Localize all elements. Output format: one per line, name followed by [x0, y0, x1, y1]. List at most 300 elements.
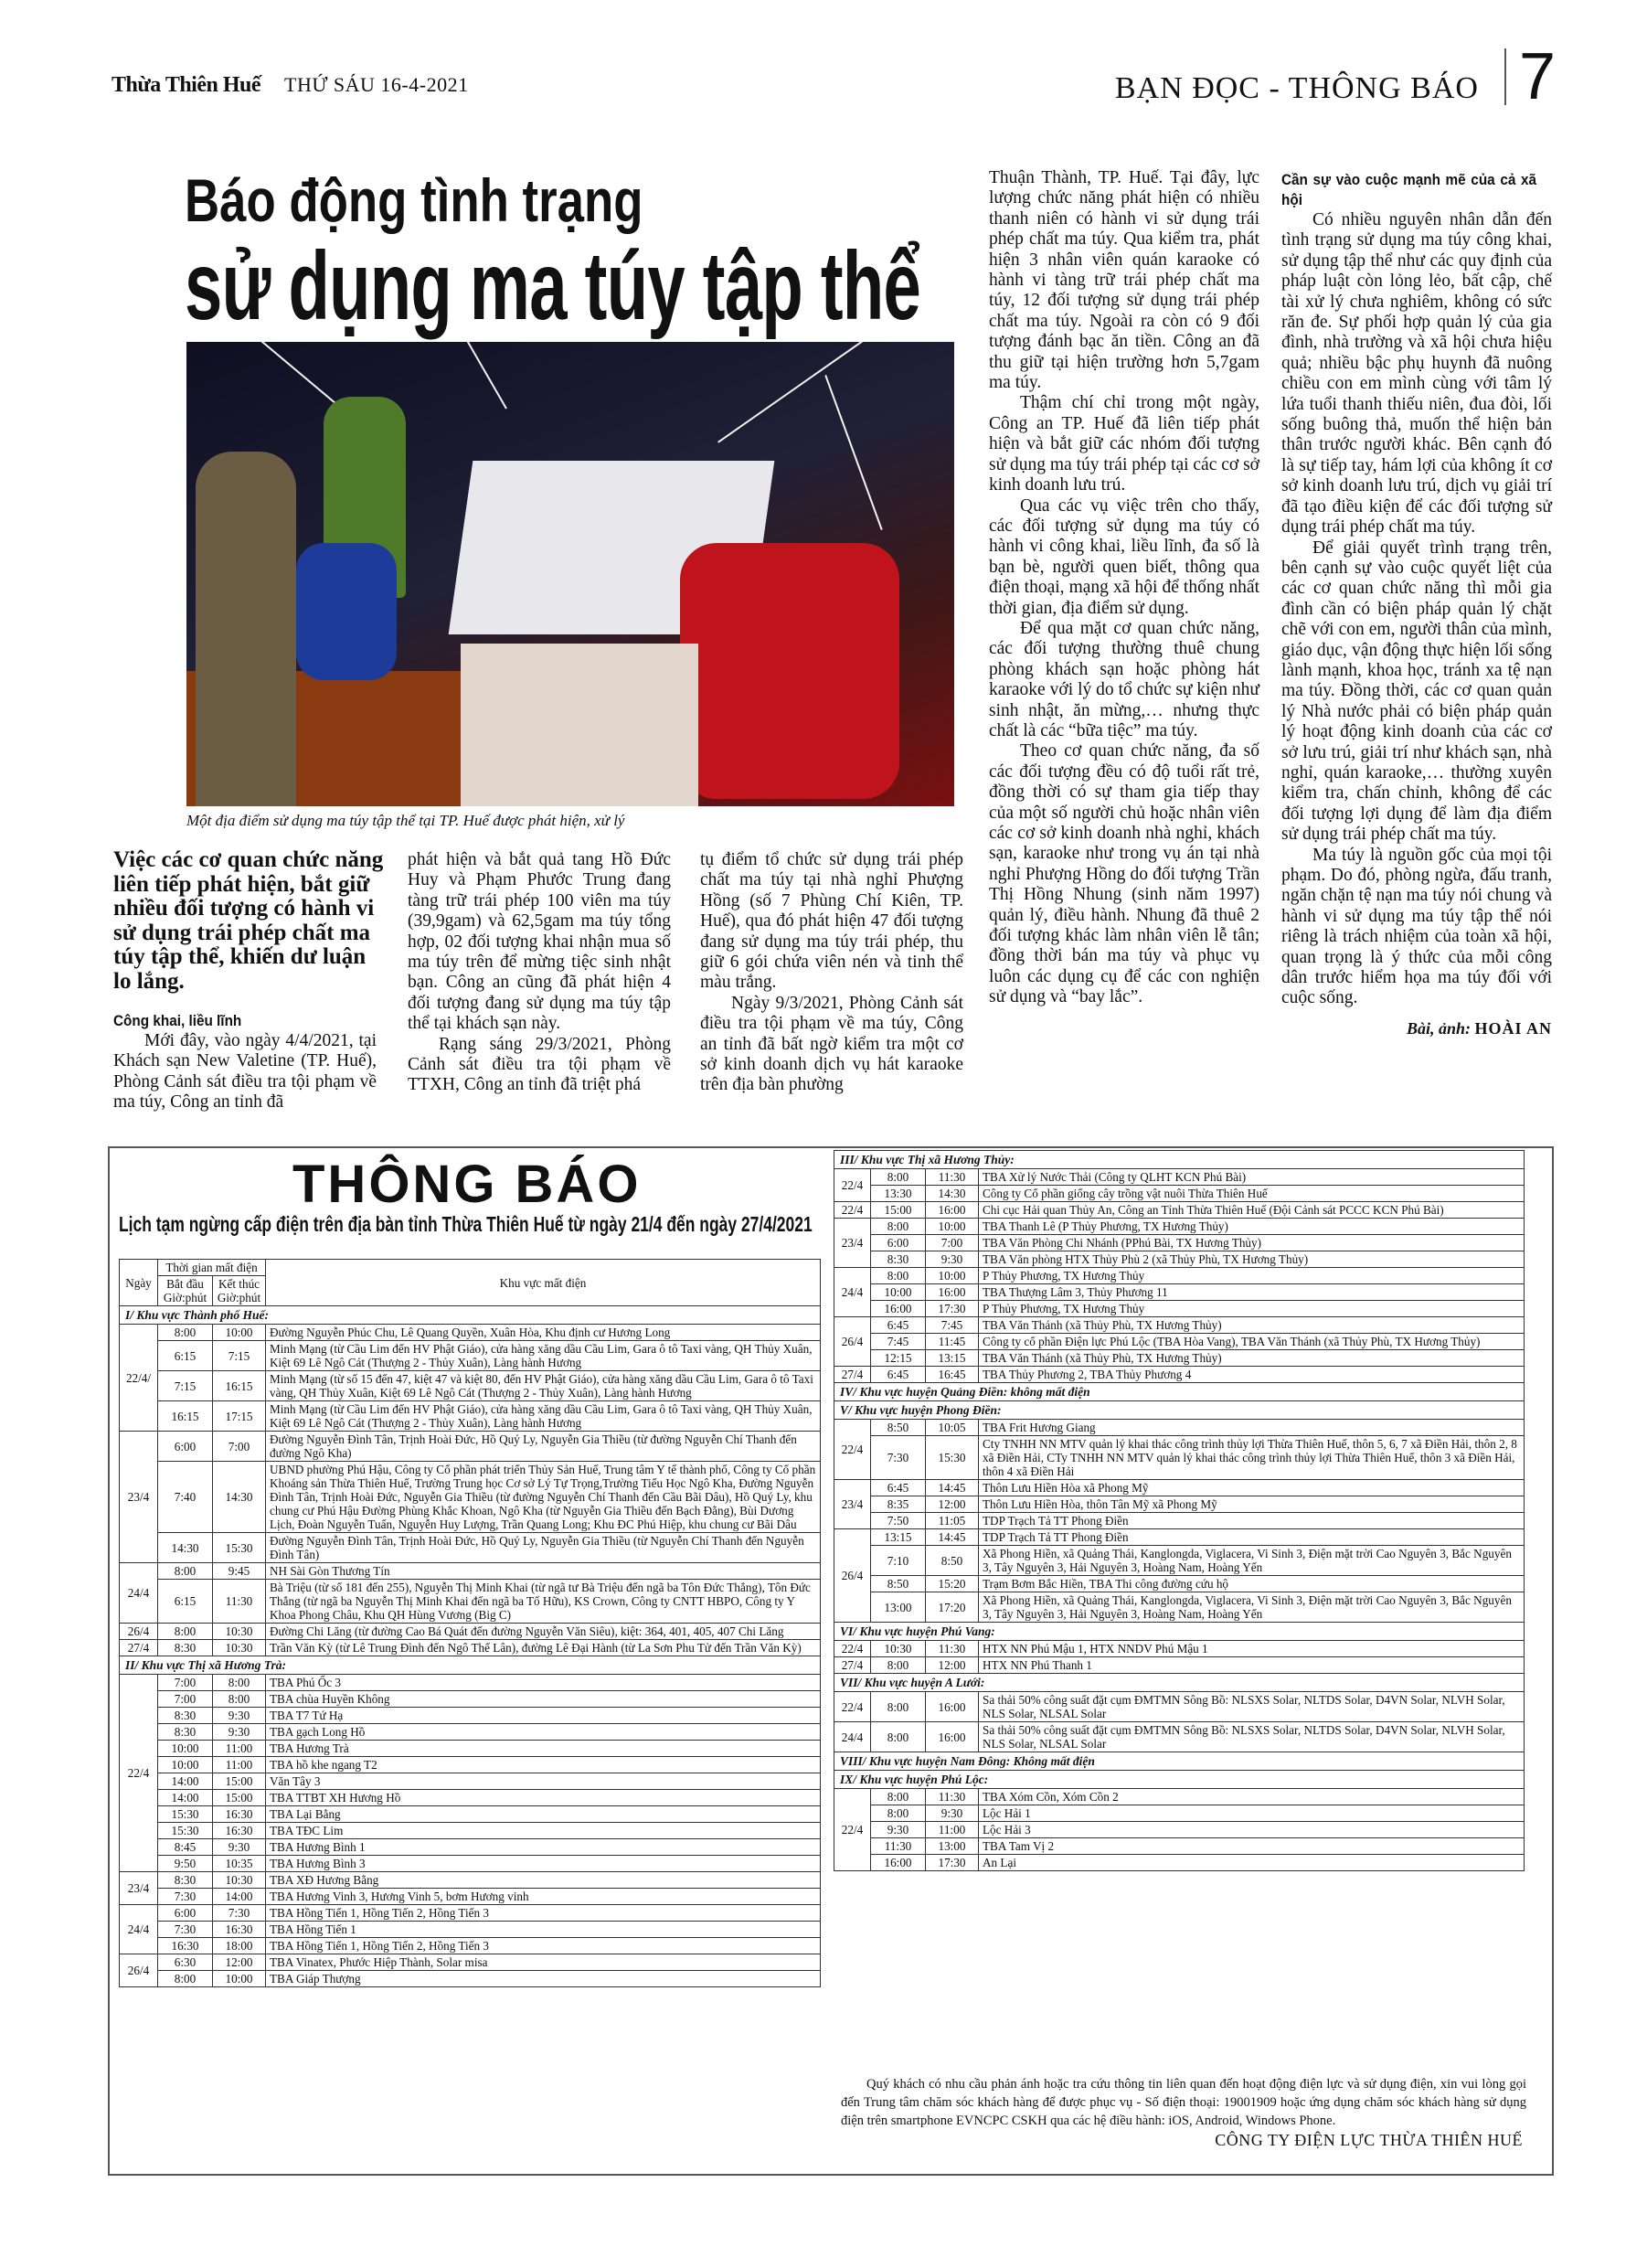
cell-start-time: 6:00	[158, 1905, 213, 1922]
power-outage-notice	[108, 1146, 1554, 2176]
article-column-3	[700, 850, 963, 1096]
cell-start-time: 7:15	[158, 1371, 213, 1401]
cell-start-time: 6:45	[871, 1367, 926, 1383]
cell-end-time: 8:00	[213, 1691, 266, 1708]
table-row	[834, 1838, 1525, 1855]
byline	[1281, 1018, 1552, 1038]
page-header-left	[112, 73, 469, 98]
cell-end-time: 17:30	[926, 1301, 979, 1317]
cell-end-time: 15:00	[213, 1790, 266, 1806]
cell-start-time: 7:10	[871, 1546, 926, 1576]
paragraph: tụ điểm tổ chức sử dụng trái phép chất ma túy tại nhà nghỉ Phượng Hồng (số 7 Phùng Chí Kiên, TP. Huế), qua đó phát hiện 47 đối tượng đang sử dụng ma túy trái phép, thu giữ 6 gói chứa viên nén và tinh thể màu trắng.	[700, 850, 963, 993]
cell-area: Công ty Cổ phần giống cây trồng vật nuôi Thừa Thiên Huế	[979, 1186, 1525, 1202]
cell-start-time: 8:30	[158, 1872, 213, 1889]
cell-end-time: 12:00	[926, 1496, 979, 1513]
cell-area: Minh Mạng (từ số 15 đến 47, kiệt 47 và kiệt 80, đến HV Phật Giáo), cửa hàng xăng dầu Cầu Lim, Gara ô tô Taxi vàng, QH Thủy Xuân, Kiệt 69 Lê Ngô Cát (Thượng 2 - Thủy Xuân), Làng hành Hương	[266, 1371, 821, 1401]
section-title: I/ Khu vực Thành phố Huế:	[120, 1306, 821, 1325]
cell-start-time: 8:35	[871, 1496, 926, 1513]
cell-end-time: 15:20	[926, 1576, 979, 1592]
header-divider	[1504, 48, 1506, 105]
cell-area: UBND phường Phú Hậu, Công ty Cổ phần phát triển Thủy Sản Huế, Trung tâm Y tế thành phố, Công ty Cổ phần Khoáng sản Thừa Thiên Huế, Trường Trung học Cơ sở Lý Tự Trọng,Trường Tiểu Học Ngô Kha, Đường Nguyễn Đình Tân, Trịnh Hoài Đức, Nguyễn Gia Thiều (từ đường Nguyễn Chí Thanh đến Cầu Bãi Dâu), Hồ Quý Ly, khu chung cư Phú Hậu Đường Phùng Khắc Khoan, Ngô Kha (từ Nguyễn Gia Thiều đến Bạch Đằng), Bùi Dương Lịch, Đoàn Nguyễn Tuấn, Nguyễn Huy Lượng, Trần Quang Long; Khu ĐC Phú Hiệp, khu chung cư Bãi Dâu	[266, 1462, 821, 1533]
cell-start-time: 8:00	[871, 1169, 926, 1186]
cell-area: TBA Vinatex, Phước Hiệp Thành, Solar misa	[266, 1954, 821, 1971]
table-row	[120, 1325, 821, 1341]
photo-caption: Một địa điểm sử dụng ma túy tập thể tại TP. Huế được phát hiện, xử lý	[186, 812, 625, 829]
table-row	[834, 1480, 1525, 1496]
cell-end-time: 10:00	[926, 1268, 979, 1284]
cell-day: 26/4	[834, 1529, 871, 1623]
cell-start-time: 13:00	[871, 1592, 926, 1623]
cell-start-time: 8:50	[871, 1420, 926, 1436]
table-row	[834, 1301, 1525, 1317]
cell-area: TBA Hương Trà	[266, 1741, 821, 1757]
notice-organization: CÔNG TY ĐIỆN LỰC THỪA THIÊN HUẾ	[1215, 2131, 1523, 2149]
cell-end-time: 8:00	[213, 1675, 266, 1691]
cell-start-time: 8:50	[871, 1576, 926, 1592]
table-row	[120, 1432, 821, 1462]
cell-day: 24/4	[834, 1268, 871, 1317]
section-header-row	[834, 1383, 1525, 1401]
cell-start-time: 7:00	[158, 1675, 213, 1691]
article-column-4	[989, 168, 1259, 1008]
col-header-area: Khu vực mất điện	[266, 1260, 821, 1306]
table-row	[834, 1334, 1525, 1350]
cell-start-time: 15:30	[158, 1823, 213, 1839]
cell-area: TBA Thủy Phương 2, TBA Thủy Phương 4	[979, 1367, 1525, 1383]
cell-end-time: 15:30	[213, 1533, 266, 1563]
table-row	[834, 1657, 1525, 1674]
cell-area: Cty TNHH NN MTV quản lý khai thác công trình thủy lợi Thừa Thiên Huế, thôn 5, 6, 7 xã Điền Hải, thôn 2, 8 xã Điền Hải, CTy TNHH NN MTV quản lý khai thác công trình thủy lợi Thừa Thiên Huế, thôn 3 xã Điền Hải, thôn 4 xã Điền Hải	[979, 1436, 1525, 1480]
section-title: BẠN ĐỌC - THÔNG BÁO	[1114, 71, 1479, 105]
table-row	[834, 1317, 1525, 1334]
cell-end-time: 15:00	[213, 1773, 266, 1790]
section-title: IV/ Khu vực huyện Quảng Điền: không mất điện	[834, 1383, 1525, 1401]
cell-end-time: 10:00	[213, 1971, 266, 1987]
cell-start-time: 9:30	[871, 1822, 926, 1838]
cell-end-time: 16:30	[213, 1922, 266, 1938]
cell-end-time: 13:15	[926, 1350, 979, 1367]
table-row	[120, 1922, 821, 1938]
cell-end-time: 11:30	[926, 1169, 979, 1186]
cell-area: TBA T7 Tứ Hạ	[266, 1708, 821, 1724]
cell-area: TBA TĐC Lim	[266, 1823, 821, 1839]
table-row	[120, 1462, 821, 1533]
table-row	[120, 1905, 821, 1922]
cell-end-time: 16:45	[926, 1367, 979, 1383]
cell-end-time: 9:30	[213, 1708, 266, 1724]
table-row	[120, 1790, 821, 1806]
cell-end-time: 7:45	[926, 1317, 979, 1334]
cell-end-time: 8:50	[926, 1546, 979, 1576]
table-row	[834, 1822, 1525, 1838]
cell-area: Sa thải 50% công suất đặt cụm ĐMTMN Sông Bồ: NLSXS Solar, NLTDS Solar, D4VN Solar, NLVH Solar, NLS Solar, NLSAL Solar	[979, 1722, 1525, 1752]
notice-subtitle: Lịch tạm ngừng cấp điện trên địa bàn tỉnh Thừa Thiên Huế từ ngày 21/4 đến ngày 27/4/2021	[119, 1212, 813, 1236]
cell-area: TBA Hương Bình 1	[266, 1839, 821, 1856]
cell-start-time: 6:15	[158, 1580, 213, 1624]
cell-end-time: 16:15	[213, 1371, 266, 1401]
cell-area: Đường Nguyễn Phúc Chu, Lê Quang Quyền, Xuân Hòa, Khu định cư Hương Long	[266, 1325, 821, 1341]
cell-area: TBA Hồng Tiến 1, Hồng Tiến 2, Hồng Tiến 3	[266, 1938, 821, 1954]
section-header-row	[834, 1151, 1525, 1169]
col-header-end: Kết thúc Giờ:phút	[213, 1276, 266, 1306]
cell-day: 23/4	[834, 1219, 871, 1268]
section-title: III/ Khu vực Thị xã Hương Thủy:	[834, 1151, 1525, 1169]
cell-start-time: 8:00	[158, 1325, 213, 1341]
table-row	[834, 1805, 1525, 1822]
cell-area: Đường Nguyễn Đình Tân, Trịnh Hoài Đức, Hồ Quý Ly, Nguyễn Gia Thiều (từ Nguyễn Chí Thanh đến Nguyễn Đình Tân)	[266, 1533, 821, 1563]
cell-end-time: 10:00	[926, 1219, 979, 1235]
cell-start-time: 8:00	[158, 1624, 213, 1640]
table-row	[120, 1806, 821, 1823]
table-row	[834, 1513, 1525, 1529]
article-column-5	[1281, 170, 1552, 1038]
notice-footer-note: Quý khách có nhu cầu phản ánh hoặc tra cứu thông tin liên quan đến hoạt động điện lực và sử dụng điện, xin vui lòng gọi đến Trung tâm chăm sóc khách hàng để được phục vụ - Số điện thoại: 19001909 hoặc ứng dụng chăm sóc khách hàng sử dụng điện trên smartphone EVNCPC CSKH qua các hệ điều hành: iOS, Android, Windows Phone.	[841, 2077, 1526, 2128]
table-row	[834, 1436, 1525, 1480]
cell-start-time: 8:00	[871, 1657, 926, 1674]
table-row	[834, 1546, 1525, 1576]
table-row	[120, 1675, 821, 1691]
cell-start-time: 7:40	[158, 1462, 213, 1533]
cell-day: 22/4	[834, 1420, 871, 1480]
page-number: 7	[1518, 40, 1556, 113]
cell-day: 22/4	[120, 1675, 158, 1872]
cell-start-time: 13:30	[871, 1186, 926, 1202]
newspaper-name: Thừa Thiên Huế	[112, 73, 261, 97]
cell-area: Sa thải 50% công suất đặt cụm ĐMTMN Sông Bồ: NLSXS Solar, NLTDS Solar, D4VN Solar, NLVH Solar, NLS Solar, NLSAL Solar	[979, 1692, 1525, 1722]
cell-day: 24/4	[120, 1905, 158, 1954]
cell-area: Bà Triệu (từ số 181 đến 255), Nguyễn Thị Minh Khai (từ ngã tư Bà Triệu đến ngã ba Tôn Đức Thắng), Tôn Đức Thắng (từ ngã ba Nguyễn Thị Minh Khai đến ngã ba Tố Hữu), KS Crown, Công ty CNTT HBPO, Công ty Y Khoa Phong Châu, Khu QH Hùng Vương (Big C)	[266, 1580, 821, 1624]
cell-start-time: 6:15	[158, 1341, 213, 1371]
article-column-1	[113, 1011, 377, 1113]
cell-end-time: 17:30	[926, 1855, 979, 1871]
cell-end-time: 10:00	[213, 1325, 266, 1341]
cell-end-time: 16:00	[926, 1284, 979, 1301]
section-header-row	[834, 1401, 1525, 1420]
headline-line-2: sử dụng ma túy tập thể	[185, 232, 921, 340]
cell-area: TBA Xóm Cồn, Xóm Cồn 2	[979, 1789, 1525, 1805]
cell-start-time: 12:15	[871, 1350, 926, 1367]
table-row	[120, 1640, 821, 1656]
table-row	[120, 1954, 821, 1971]
cell-start-time: 8:00	[871, 1219, 926, 1235]
cell-end-time: 7:15	[213, 1341, 266, 1371]
cell-end-time: 9:30	[213, 1839, 266, 1856]
cell-day: 27/4	[834, 1657, 871, 1674]
cell-start-time: 6:30	[158, 1954, 213, 1971]
cell-end-time: 14:30	[926, 1186, 979, 1202]
table-row	[120, 1938, 821, 1954]
col-header-time: Thời gian mất điện	[158, 1260, 266, 1276]
cell-end-time: 11:00	[213, 1741, 266, 1757]
table-row	[120, 1341, 821, 1371]
cell-end-time: 9:30	[926, 1251, 979, 1268]
cell-start-time: 7:30	[871, 1436, 926, 1480]
cell-day: 23/4	[120, 1872, 158, 1905]
cell-area: TBA Hương Bình 3	[266, 1856, 821, 1872]
cell-area: TBA Hương Vinh 3, Hương Vinh 5, bơm Hương vinh	[266, 1889, 821, 1905]
section-title: IX/ Khu vực huyện Phú Lộc:	[834, 1771, 1525, 1789]
cell-start-time: 7:00	[158, 1691, 213, 1708]
cell-day: 24/4	[120, 1563, 158, 1624]
cell-day: 27/4	[834, 1367, 871, 1383]
table-row	[120, 1708, 821, 1724]
cell-start-time: 8:00	[871, 1692, 926, 1722]
cell-start-time: 6:00	[158, 1432, 213, 1462]
cell-day: 22/4	[834, 1789, 871, 1871]
cell-end-time: 16:30	[213, 1823, 266, 1839]
cell-area: TBA Văn Phòng Chi Nhánh (PPhú Bài, TX Hương Thủy)	[979, 1235, 1525, 1251]
cell-start-time: 11:30	[871, 1838, 926, 1855]
cell-day: 26/4	[834, 1317, 871, 1367]
cell-end-time: 9:30	[926, 1805, 979, 1822]
cell-area: TDP Trạch Tả TT Phong Điền	[979, 1513, 1525, 1529]
issue-date: THỨ SÁU 16-4-2021	[284, 73, 469, 96]
cell-start-time: 6:00	[871, 1235, 926, 1251]
table-row	[834, 1350, 1525, 1367]
cell-end-time: 9:45	[213, 1563, 266, 1580]
cell-end-time: 16:00	[926, 1722, 979, 1752]
cell-area: TBA Văn Thánh (xã Thủy Phù, TX Hương Thủy)	[979, 1317, 1525, 1334]
cell-end-time: 15:30	[926, 1436, 979, 1480]
cell-start-time: 16:00	[871, 1301, 926, 1317]
photo-person-jacket	[196, 452, 296, 806]
cell-area: TBA TTBT XH Hương Hồ	[266, 1790, 821, 1806]
photo-decor-line	[824, 375, 882, 530]
cell-area: TBA Frit Hương Giang	[979, 1420, 1525, 1436]
paragraph: Để giải quyết trình trạng trên, bên cạnh sự vào cuộc quyết liệt của các cơ quan chức năng thì mỗi gia đình cần có biện pháp quản lý chặt chẽ với con em, người thân của mình, giáo dục, vận động thực hiện lối sống lành mạnh, khoa học, tránh xa tệ nạn ma túy. Đồng thời, các cơ quan quản lý Nhà nước phải có biện pháp quản lý hoạt động kinh doanh của các cơ sở lưu trú, giải trí như khách sạn, nhà nghỉ, quán karaoke,… thường xuyên kiểm tra, chấn chỉnh, không để các đối tượng lợi dụng để làm địa điểm sử dụng trái phép chất ma túy.	[1281, 538, 1552, 845]
photo-red-sofa	[680, 543, 899, 799]
cell-day: 22/4	[834, 1202, 871, 1219]
cell-start-time: 7:30	[158, 1922, 213, 1938]
cell-end-time: 9:30	[213, 1724, 266, 1741]
cell-day: 22/4	[834, 1692, 871, 1722]
cell-area: TBA chùa Huyền Không	[266, 1691, 821, 1708]
cell-area: Chi cục Hải quan Thủy An, Công an Tỉnh Thừa Thiên Huế (Đội Cảnh sát PCCC KCN Phú Bài)	[979, 1202, 1525, 1219]
table-row	[834, 1219, 1525, 1235]
section-header-row	[120, 1306, 821, 1325]
cell-start-time: 8:00	[871, 1805, 926, 1822]
page-header-right	[1114, 40, 1556, 113]
cell-day: 22/4	[834, 1641, 871, 1657]
cell-end-time: 12:00	[213, 1954, 266, 1971]
paragraph: Để qua mặt cơ quan chức năng, các đối tượng thường thuê chung phòng khách sạn hoặc phòng hát karaoke với lý do tổ chức sự kiện như sinh nhật, ăn mừng,… nhưng thực chất là các “bữa tiệc” ma túy.	[989, 618, 1259, 740]
cell-day: 24/4	[834, 1722, 871, 1752]
table-row	[120, 1971, 821, 1987]
cell-start-time: 8:45	[158, 1839, 213, 1856]
cell-start-time: 10:00	[871, 1284, 926, 1301]
cell-day: 22/4/	[120, 1325, 158, 1432]
cell-end-time: 17:20	[926, 1592, 979, 1623]
cell-start-time: 7:45	[871, 1334, 926, 1350]
cell-area: TBA Hồng Tiến 1, Hồng Tiến 2, Hồng Tiến 3	[266, 1905, 821, 1922]
cell-area: TBA Thượng Lâm 3, Thủy Phương 11	[979, 1284, 1525, 1301]
cell-end-time: 14:30	[213, 1462, 266, 1533]
cell-area: Minh Mạng (từ Cầu Lim đến HV Phật Giáo), cửa hàng xăng dầu Cầu Lim, Gara ô tô Taxi vàng, QH Thủy Xuân, Kiệt 69 Lê Ngô Cát (Thượng 2 - Thủy Xuân), Làng hành Hương	[266, 1341, 821, 1371]
photo-person-blue	[296, 543, 397, 680]
cell-area: TBA XĐ Hương Bằng	[266, 1872, 821, 1889]
cell-area: TBA Lại Bằng	[266, 1806, 821, 1823]
section-header-row	[834, 1674, 1525, 1692]
byline-label: Bài, ảnh:	[1406, 1018, 1471, 1038]
cell-end-time: 14:45	[926, 1480, 979, 1496]
cell-start-time: 16:15	[158, 1401, 213, 1432]
paragraph: Theo cơ quan chức năng, đa số các đối tượng đều có độ tuổi rất trẻ, đồng thời có sự tham gia tiếp thay của một số người chủ hoặc nhân viên các cơ sở kinh doanh nhà nghỉ, khách sạn, karaoke như trong vụ án tại nhà nghỉ Phượng Hồng do đối tượng Trần Thị Hồng Nhung (sinh năm 1997) quản lý, điều hành. Nhung đã thuê 2 đối tượng khác làm nhân viên lễ tân; đồng thời bán ma túy và phục vụ luôn các dụng cụ để các con nghiện sử dụng và “bay lắc”.	[989, 741, 1259, 1007]
article-column-2	[408, 850, 671, 1096]
cell-area: HTX NN Phú Mậu 1, HTX NNDV Phú Mậu 1	[979, 1641, 1525, 1657]
table-row	[120, 1580, 821, 1624]
photo-decor-line	[451, 342, 507, 409]
table-row	[834, 1235, 1525, 1251]
photo-decor-line	[717, 342, 898, 443]
cell-end-time: 11:00	[213, 1757, 266, 1773]
cell-end-time: 10:30	[213, 1640, 266, 1656]
schedule-table-right	[834, 1150, 1525, 1871]
table-row	[120, 1856, 821, 1872]
table-row	[120, 1872, 821, 1889]
cell-start-time: 8:00	[871, 1722, 926, 1752]
section-header-row	[120, 1656, 821, 1675]
cell-day: 26/4	[120, 1954, 158, 1987]
cell-area: Lộc Hải 3	[979, 1822, 1525, 1838]
headline-line-1: Báo động tình trạng	[185, 166, 643, 234]
cell-end-time: 10:05	[926, 1420, 979, 1436]
cell-end-time: 18:00	[213, 1938, 266, 1954]
col-header-day: Ngày	[120, 1260, 158, 1306]
cell-end-time: 7:00	[213, 1432, 266, 1462]
table-row	[834, 1529, 1525, 1546]
cell-area: TBA Văn phòng HTX Thủy Phù 2 (xã Thủy Phù, TX Hương Thủy)	[979, 1251, 1525, 1268]
cell-start-time: 15:30	[158, 1806, 213, 1823]
cell-end-time: 10:30	[213, 1872, 266, 1889]
section-title: VII/ Khu vực huyện A Lưới:	[834, 1674, 1525, 1692]
cell-end-time: 11:30	[926, 1641, 979, 1657]
cell-day: 23/4	[120, 1432, 158, 1563]
cell-start-time: 8:00	[871, 1268, 926, 1284]
cell-end-time: 7:00	[926, 1235, 979, 1251]
section-header-row	[834, 1623, 1525, 1641]
cell-area: Trạm Bơm Bắc Hiền, TBA Thi công đường cứu hộ	[979, 1576, 1525, 1592]
cell-start-time: 9:50	[158, 1856, 213, 1872]
cell-area: P Thủy Phương, TX Hương Thủy	[979, 1268, 1525, 1284]
table-row	[120, 1773, 821, 1790]
cell-end-time: 14:45	[926, 1529, 979, 1546]
cell-area: HTX NN Phú Thanh 1	[979, 1657, 1525, 1674]
cell-start-time: 8:30	[158, 1640, 213, 1656]
table-row	[834, 1641, 1525, 1657]
cell-end-time: 11:30	[926, 1789, 979, 1805]
section-title: V/ Khu vực huyện Phong Điền:	[834, 1401, 1525, 1420]
table-row	[120, 1371, 821, 1401]
schedule-table-left	[119, 1259, 821, 1987]
cell-start-time: 13:15	[871, 1529, 926, 1546]
cell-end-time: 17:15	[213, 1401, 266, 1432]
article-photo	[186, 342, 954, 806]
paragraph: Mới đây, vào ngày 4/4/2021, tại Khách sạn New Valetine (TP. Huế), Phòng Cảnh sát điều tra tội phạm về ma túy, Công an tỉnh đã	[113, 1031, 377, 1113]
cell-area: Công ty cổ phần Điện lực Phú Lộc (TBA Hòa Vang), TBA Văn Thánh (xã Thủy Phù, TX Hương Thủy)	[979, 1334, 1525, 1350]
cell-area: TBA Văn Thánh (xã Thủy Phù, TX Hương Thủy)	[979, 1350, 1525, 1367]
article-headline	[185, 165, 971, 340]
cell-start-time: 6:45	[871, 1317, 926, 1334]
section-header-row	[834, 1752, 1525, 1771]
table-row	[120, 1889, 821, 1905]
cell-day: 27/4	[120, 1640, 158, 1656]
table-row	[120, 1823, 821, 1839]
cell-day: 22/4	[834, 1169, 871, 1202]
cell-start-time: 16:30	[158, 1938, 213, 1954]
cell-end-time: 14:00	[213, 1889, 266, 1905]
cell-start-time: 8:30	[158, 1708, 213, 1724]
cell-end-time: 11:00	[926, 1822, 979, 1838]
cell-area: TBA hồ khe ngang T2	[266, 1757, 821, 1773]
cell-area: Đường Nguyễn Đình Tân, Trịnh Hoài Đức, Hồ Quý Ly, Nguyễn Gia Thiều (từ đường Nguyễn Chí Thanh đến đường Ngô Kha)	[266, 1432, 821, 1462]
cell-end-time: 11:05	[926, 1513, 979, 1529]
table-row	[120, 1563, 821, 1580]
cell-area: TBA Thanh Lê (P Thủy Phương, TX Hương Thủy)	[979, 1219, 1525, 1235]
paragraph: Thuận Thành, TP. Huế. Tại đây, lực lượng chức năng phát hiện có nhiều thanh niên có hành vi sử dụng trái phép chất ma túy. Qua kiểm tra, phát hiện 3 nhân viên quán karaoke có hành vi tàng trữ trái phép chất ma túy, 12 đối tượng sử dụng trái phép chất ma túy. Ngoài ra còn có 9 đối tượng đánh bạc ăn tiền. Công an đã thu giữ tại hiện trường hơn 5,7gam ma túy.	[989, 168, 1259, 393]
cell-area: TDP Trạch Tả TT Phong Điền	[979, 1529, 1525, 1546]
paragraph: Có nhiều nguyên nhân dẫn đến tình trạng sử dụng ma túy công khai, sử dụng tập thể như các quy định của pháp luật còn lỏng lẻo, bất cập, chế tài xử lý chưa nghiêm, không có sức răn đe. Sự phối hợp quản lý của gia đình, nhà trường và xã hội chưa hiệu quả; nhiều bậc phụ huynh đã nuông chiều con em mình cùng với tâm lý lứa tuổi thanh thiếu niên, đua đòi, lối sống buông thả, muốn thể hiện bản thân trước người khác. Bên cạnh đó là sự tiếp tay, hám lợi của không ít cơ sở kinh doanh lưu trú, dịch vụ giải trí đã tạo điều kiện để các đối tượng sử dụng trái phép chất ma túy.	[1281, 210, 1552, 538]
section-title: VI/ Khu vực huyện Phú Vang:	[834, 1623, 1525, 1641]
cell-area: Thôn Lưu Hiền Hòa xã Phong Mỹ	[979, 1480, 1525, 1496]
cell-area: Lộc Hải 1	[979, 1805, 1525, 1822]
cell-area: TBA Tam Vị 2	[979, 1838, 1525, 1855]
col-header-start: Bắt đầu Giờ:phút	[158, 1276, 213, 1306]
cell-end-time: 7:30	[213, 1905, 266, 1922]
table-row	[120, 1624, 821, 1640]
cell-area: TBA Xử lý Nước Thải (Công ty QLHT KCN Phú Bài)	[979, 1169, 1525, 1186]
table-row	[834, 1576, 1525, 1592]
cell-area: TBA Hồng Tiến 1	[266, 1922, 821, 1938]
table-row	[120, 1741, 821, 1757]
cell-area: TBA Phú Ốc 3	[266, 1675, 821, 1691]
paragraph: phát hiện và bắt quả tang Hồ Đức Huy và Phạm Phước Trung đang tàng trữ trái phép 100 viên ma túy (39,9gam) và 62,5gam ma túy tổng hợp, 02 đối tượng khai nhận mua số ma túy trên để mừng tiệc sinh nhật bạn. Công an cũng đã phát hiện 4 đối tượng đang sử dụng ma túy tập thể tại khách sạn này.	[408, 850, 671, 1034]
cell-end-time: 16:00	[926, 1202, 979, 1219]
cell-start-time: 8:30	[158, 1724, 213, 1741]
cell-start-time: 6:45	[871, 1480, 926, 1496]
cell-start-time: 10:00	[158, 1757, 213, 1773]
cell-start-time: 10:00	[158, 1741, 213, 1757]
table-row	[834, 1251, 1525, 1268]
table-row	[120, 1691, 821, 1708]
cell-day: 26/4	[120, 1624, 158, 1640]
cell-area: TBA Giáp Thượng	[266, 1971, 821, 1987]
table-row	[834, 1367, 1525, 1383]
cell-area: P Thủy Phương, TX Hương Thủy	[979, 1301, 1525, 1317]
cell-start-time: 15:00	[871, 1202, 926, 1219]
table-row	[120, 1839, 821, 1856]
section-header-row	[834, 1771, 1525, 1789]
table-row	[834, 1592, 1525, 1623]
article-lead: Việc các cơ quan chức năng liên tiếp phát hiện, bắt giữ nhiều đối tượng có hành vi sử dụng trái phép chất ma túy tập thể, khiến dư luận lo lắng.	[113, 847, 384, 994]
cell-end-time: 11:30	[213, 1580, 266, 1624]
cell-area: An Lại	[979, 1855, 1525, 1871]
table-row	[120, 1724, 821, 1741]
cell-start-time: 8:00	[871, 1789, 926, 1805]
cell-start-time: 14:00	[158, 1790, 213, 1806]
table-row	[834, 1186, 1525, 1202]
cell-end-time: 10:35	[213, 1856, 266, 1872]
table-row	[834, 1420, 1525, 1436]
cell-start-time: 8:00	[158, 1971, 213, 1987]
table-row	[834, 1855, 1525, 1871]
table-row	[834, 1284, 1525, 1301]
table-row	[120, 1401, 821, 1432]
cell-end-time: 16:30	[213, 1806, 266, 1823]
cell-end-time: 12:00	[926, 1657, 979, 1674]
section-title: II/ Khu vực Thị xã Hương Trà:	[120, 1656, 821, 1675]
cell-end-time: 16:00	[926, 1692, 979, 1722]
table-row	[834, 1496, 1525, 1513]
